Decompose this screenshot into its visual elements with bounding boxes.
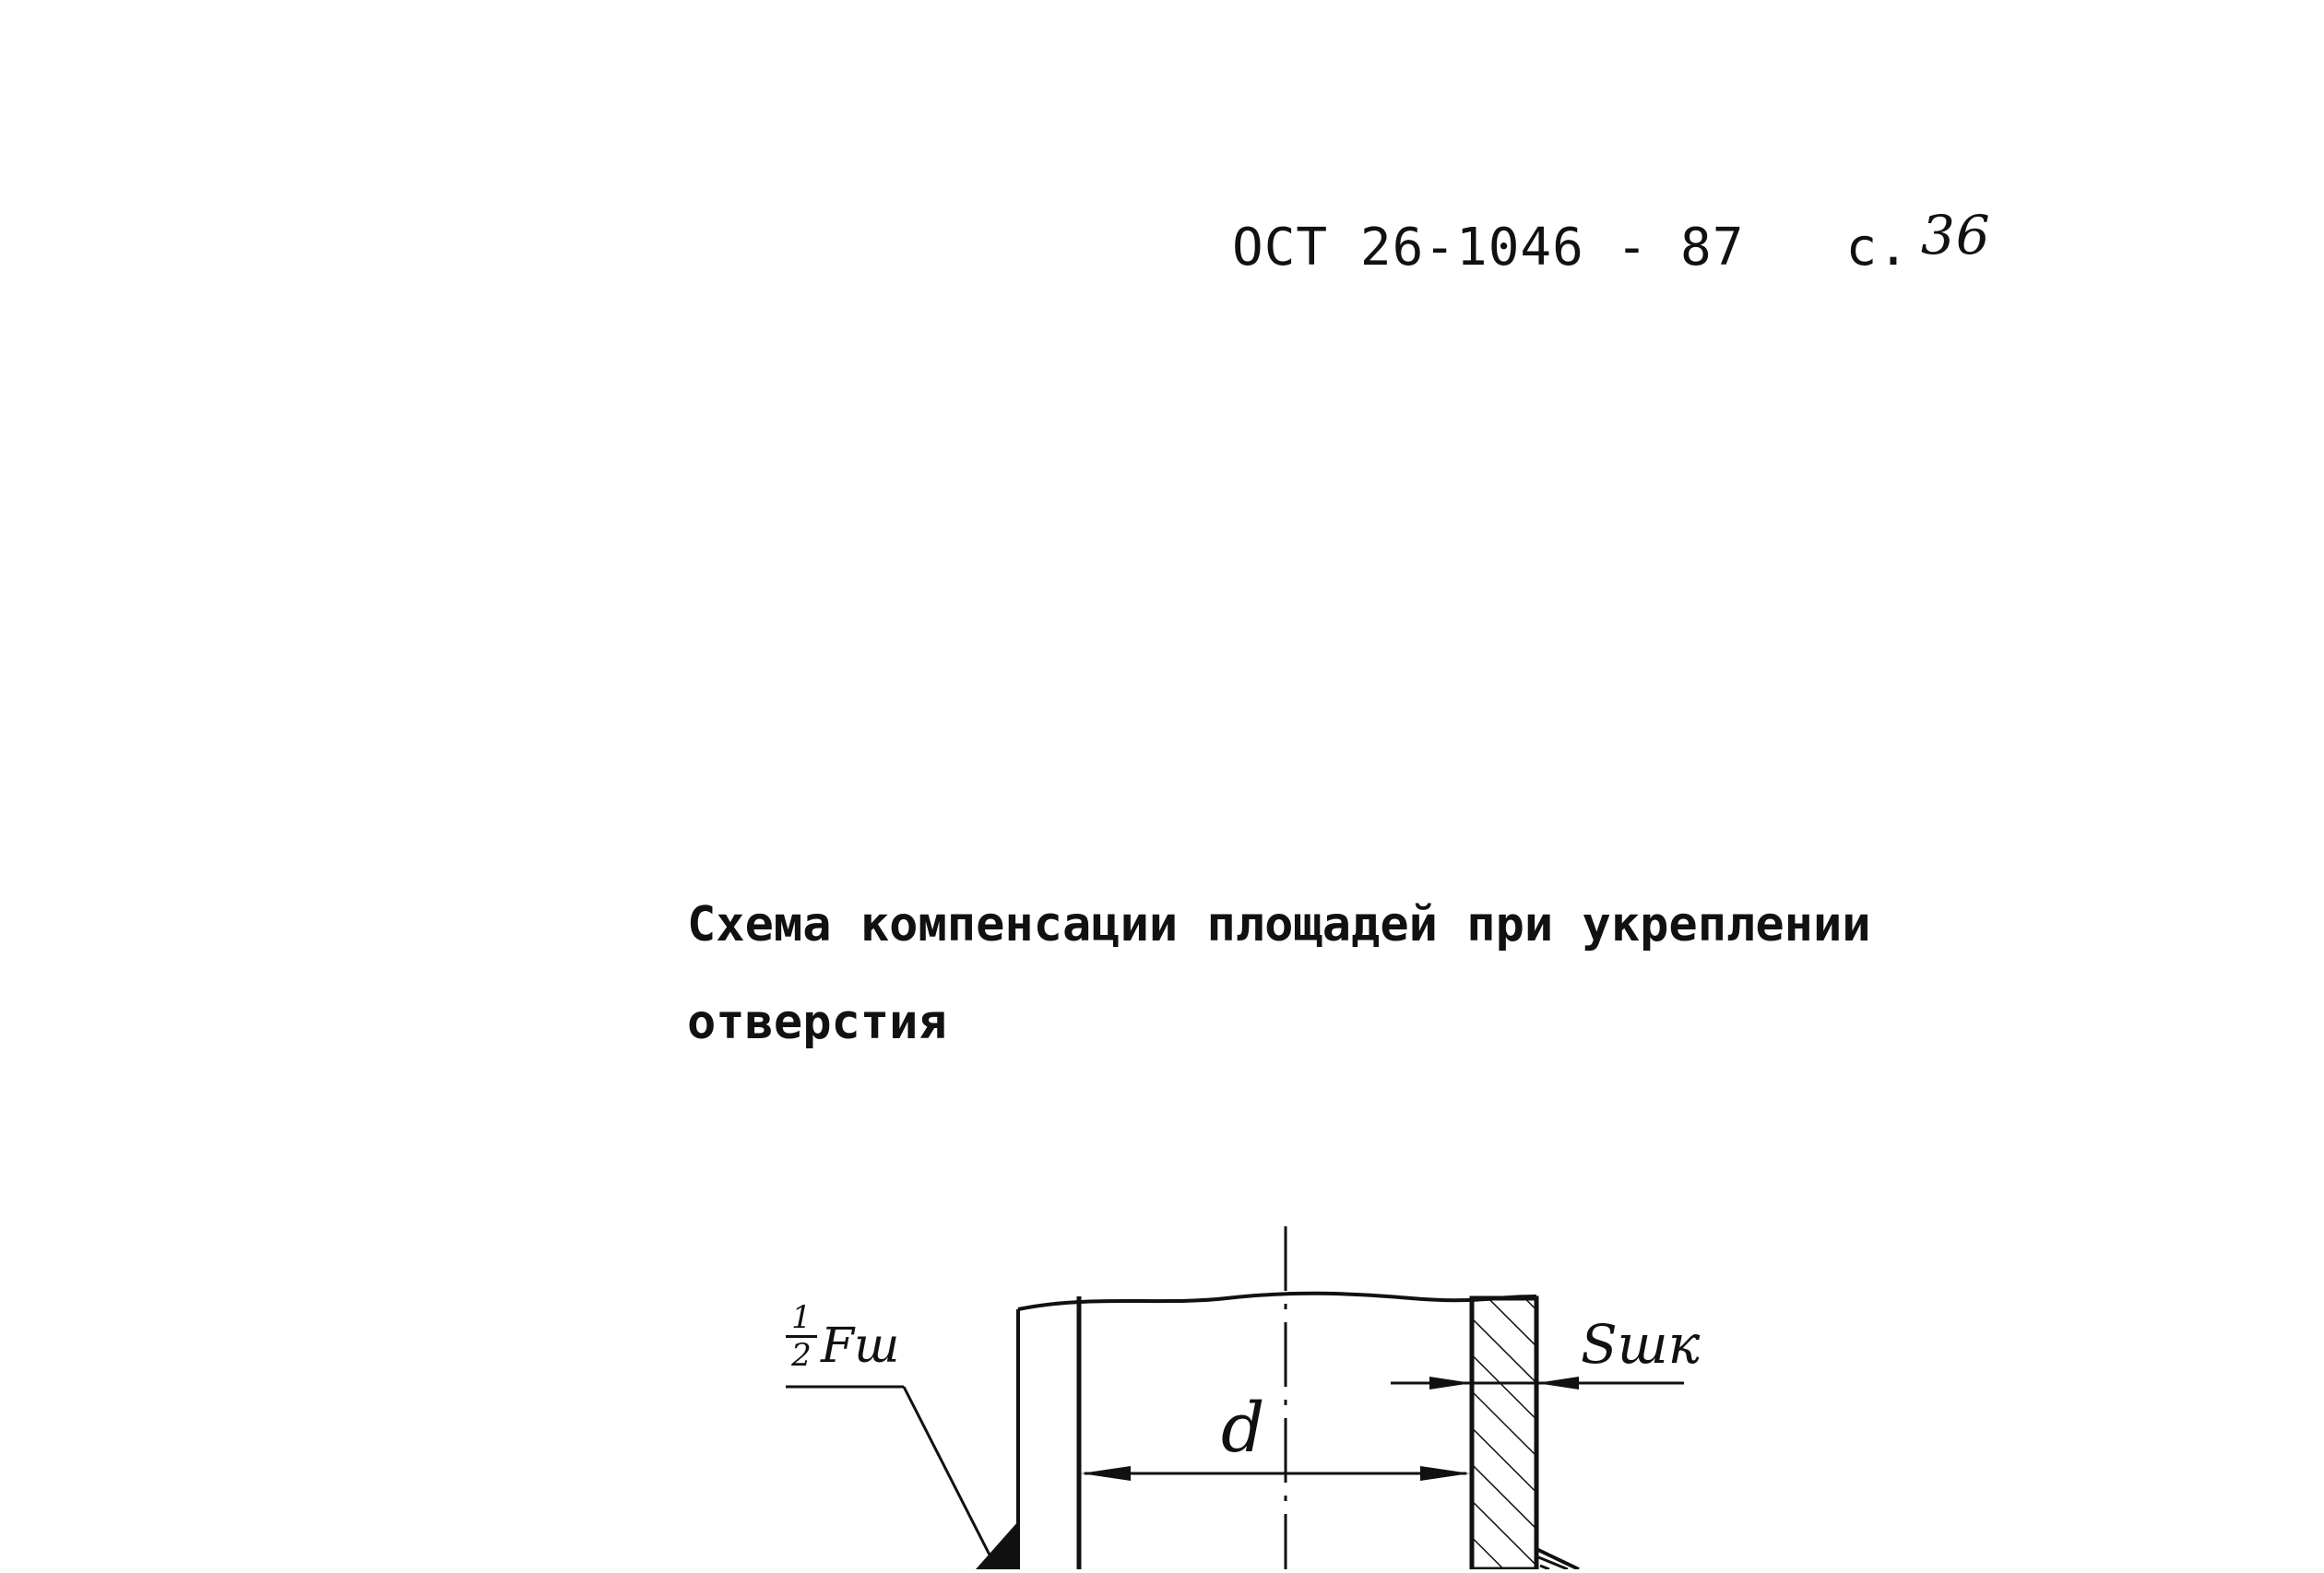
- half-fraction-label: [786, 1299, 817, 1374]
- half-denominator: 2: [791, 1337, 812, 1374]
- scheme-title: [687, 876, 1978, 1071]
- page-number: 36: [1920, 204, 1991, 266]
- half-area-label: Fш: [821, 1319, 900, 1374]
- break-line: [1018, 1294, 1536, 1309]
- leader-line: [904, 1387, 996, 1567]
- diameter-arrow-right: [1420, 1466, 1470, 1481]
- scheme-title-line-1: Схема компенсации площадей при укреплении: [687, 897, 1871, 952]
- right-wall-section: [1472, 1298, 1536, 1569]
- diameter-arrow-left: [1081, 1466, 1131, 1481]
- page-prefix: с.: [1845, 218, 1910, 278]
- wall-thickness-label: Sшк: [1581, 1313, 1701, 1376]
- wall-arrow-left: [1429, 1377, 1472, 1390]
- scheme-title-line-2: отверстия: [687, 995, 947, 1050]
- weld-fillet: [976, 1521, 1018, 1569]
- drawing-svg: [0, 1199, 2324, 1569]
- nozzle-reinforcement-drawing: [0, 1199, 2324, 1569]
- document-code: ОСТ 26-1046 - 87: [1232, 218, 1745, 278]
- half-numerator: 1: [791, 1299, 812, 1336]
- page-header: [1232, 204, 1991, 278]
- diameter-label: d: [1221, 1389, 1265, 1468]
- wall-arrow-right: [1536, 1377, 1579, 1390]
